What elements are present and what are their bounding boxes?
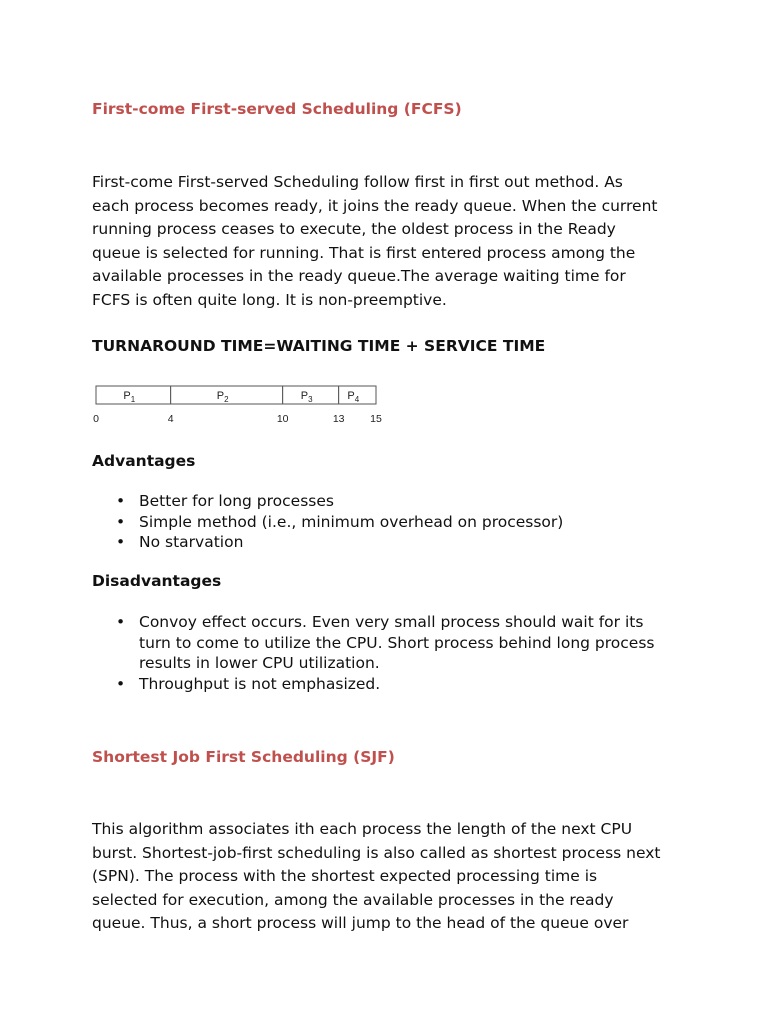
gantt-bar-label: $P_3$	[300, 390, 313, 404]
paragraph-line: (SPN). The process with the shortest expected processing time is	[92, 867, 598, 885]
gantt-bar-label: $P_1$	[123, 390, 136, 404]
paragraph-line: FCFS is often quite long. It is non-preemptive.	[92, 290, 447, 309]
bullet-icon: •	[116, 492, 126, 510]
bullet-icon: •	[116, 613, 126, 631]
gantt-tick-label: 10	[276, 413, 289, 425]
bullet-icon: •	[116, 674, 126, 693]
paragraph-line: running process ceases to execute, the oldest process in the Ready	[92, 220, 616, 238]
paragraph-line: queue. Thus, a short process will jump to the head of the queue over	[92, 914, 629, 932]
list-item: • Simple method (i.e., minimum overhead on processor)	[116, 512, 564, 531]
gantt-tick-label: 0	[93, 413, 99, 425]
list-item: • Convoy effect occurs. Even very small process should wait for its turn to come to utilize the CPU. Short process behind long process results in lower CPU utilization.	[116, 613, 655, 672]
paragraph-line: burst. Shortest-job-first scheduling is also called as shortest process next	[92, 843, 661, 862]
paragraph-line: This algorithm associates ith each process the length of the next CPU	[92, 820, 633, 838]
gantt-tick-label: 15	[370, 413, 382, 425]
bullet-icon: •	[116, 533, 126, 551]
list-item: • No starvation	[116, 533, 244, 551]
list-item: • Throughput is not emphasized.	[116, 674, 381, 693]
list-item: • Better for long processes	[116, 492, 334, 510]
disadvantages-list	[92, 612, 655, 694]
gantt-bar-label: $P_2$	[216, 390, 229, 404]
paragraph-line: each process becomes ready, it joins the ready queue. When the current	[92, 196, 658, 215]
paragraph-line: First-come First-served Scheduling follow first in first out method. As	[92, 173, 623, 191]
gantt-tick-label: 4	[167, 413, 174, 425]
bullet-icon: •	[116, 512, 126, 531]
paragraph-line: selected for execution, among the available processes in the ready	[92, 890, 614, 909]
gantt-bar-label: $P_4$	[347, 390, 360, 404]
fcfs-intro-paragraph	[92, 171, 692, 312]
fcfs-heading: First-come First-served Scheduling (FCFS)	[92, 100, 462, 118]
advantages-list	[92, 491, 563, 553]
gantt-tick-label: 13	[332, 413, 345, 425]
paragraph-line: queue is selected for running. That is first entered process among the	[92, 243, 636, 262]
paragraph-line: available processes in the ready queue.The average waiting time for	[92, 267, 626, 285]
sjf-intro-paragraph	[92, 818, 692, 936]
sjf-heading: Shortest Job First Scheduling (SJF)	[92, 748, 395, 766]
gantt-chart	[94, 384, 394, 428]
advantages-heading: Advantages	[92, 452, 196, 470]
disadvantages-heading: Disadvantages	[92, 572, 222, 590]
turnaround-formula: TURNAROUND TIME=WAITING TIME + SERVICE TIME	[92, 337, 546, 355]
